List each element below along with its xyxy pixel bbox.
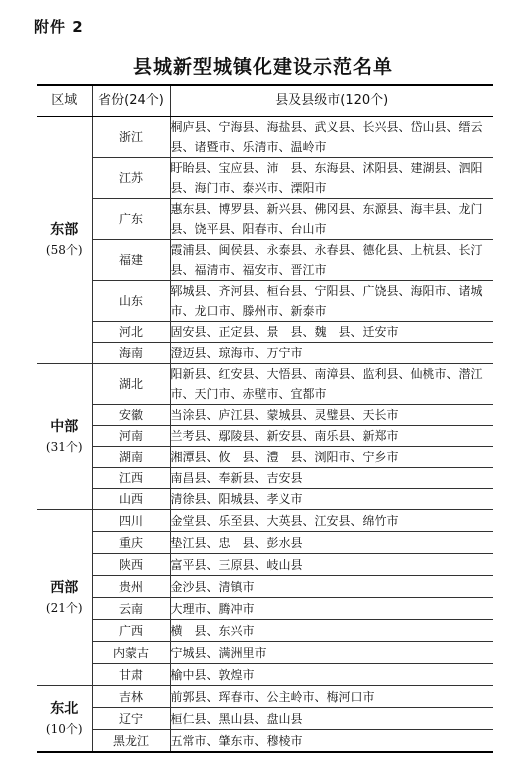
table-row [37, 447, 493, 468]
province-cell: 黑龙江 [92, 730, 170, 753]
counties-cell: 桐庐县、宁海县、海盐县、武义县、长兴县、岱山县、缙云县、诸暨市、乐清市、温岭市 [170, 117, 493, 158]
province-cell: 河南 [92, 426, 170, 447]
header-counties: 县及县级市(120个) [170, 85, 493, 117]
province-cell: 贵州 [92, 576, 170, 598]
counties-cell: 固安县、正定县、景 县、魏 县、迁安市 [170, 322, 493, 343]
counties-cell: 富平县、三原县、岐山县 [170, 554, 493, 576]
counties-cell: 南昌县、奉新县、吉安县 [170, 468, 493, 489]
region-count: (58个) [45, 243, 83, 257]
table-header-row [37, 85, 493, 117]
province-cell: 广东 [92, 199, 170, 240]
table-row [37, 708, 493, 730]
province-cell: 甘肃 [92, 664, 170, 686]
counties-cell: 当涂县、庐江县、蒙城县、灵璧县、天长市 [170, 405, 493, 426]
counties-cell: 郓城县、齐河县、桓台县、宁阳县、广饶县、海阳市、诸城市、龙口市、滕州市、新泰市 [170, 281, 493, 322]
province-cell: 湖南 [92, 447, 170, 468]
region-count: (10个) [45, 721, 83, 736]
province-cell: 福建 [92, 240, 170, 281]
counties-cell: 霞浦县、闽侯县、永泰县、永春县、德化县、上杭县、长汀县、福清市、福安市、晋江市 [170, 240, 493, 281]
region-cell-east [37, 117, 92, 364]
counties-cell: 金沙县、清镇市 [170, 576, 493, 598]
table-row [37, 730, 493, 753]
province-cell: 陕西 [92, 554, 170, 576]
counties-cell: 阳新县、红安县、大悟县、南漳县、监利县、仙桃市、潜江市、天门市、赤壁市、宜都市 [170, 364, 493, 405]
counties-cell: 金堂县、乐至县、大英县、江安县、绵竹市 [170, 510, 493, 532]
table-row [37, 322, 493, 343]
table-row [37, 240, 493, 281]
table-row [37, 343, 493, 364]
counties-cell: 大理市、腾冲市 [170, 598, 493, 620]
region-name: 东部 [50, 222, 79, 238]
counties-cell: 桓仁县、黑山县、盘山县 [170, 708, 493, 730]
province-cell: 海南 [92, 343, 170, 364]
table-row [37, 576, 493, 598]
counties-cell: 垫江县、忠 县、彭水县 [170, 532, 493, 554]
table-row [37, 158, 493, 199]
table-row [37, 199, 493, 240]
table-row [37, 489, 493, 510]
province-cell: 浙江 [92, 117, 170, 158]
region-count: (31个) [45, 439, 83, 454]
counties-cell: 前郭县、珲春市、公主岭市、梅河口市 [170, 686, 493, 708]
counties-cell: 湘潭县、攸 县、澧 县、浏阳市、宁乡市 [170, 447, 493, 468]
table-row [37, 598, 493, 620]
counties-cell: 兰考县、鄢陵县、新安县、南乐县、新郑市 [170, 426, 493, 447]
header-region: 区域 [37, 85, 92, 117]
region-name: 中部 [50, 418, 79, 435]
province-cell: 广西 [92, 620, 170, 642]
province-cell: 内蒙古 [92, 642, 170, 664]
region-name: 东北 [50, 700, 79, 717]
province-cell: 安徽 [92, 405, 170, 426]
counties-cell: 澄迈县、琼海市、万宁市 [170, 343, 493, 364]
table-row [37, 554, 493, 576]
counties-cell: 榆中县、敦煌市 [170, 664, 493, 686]
counties-cell: 惠东县、博罗县、新兴县、佛冈县、东源县、海丰县、龙门县、饶平县、阳春市、台山市 [170, 199, 493, 240]
counties-cell: 五常市、肇东市、穆棱市 [170, 730, 493, 753]
province-cell: 四川 [92, 510, 170, 532]
table-row [37, 468, 493, 489]
table-row [37, 664, 493, 686]
header-province: 省份(24个) [92, 85, 170, 117]
table-row [37, 532, 493, 554]
annex-label: 附件 2 [34, 18, 84, 36]
province-cell: 云南 [92, 598, 170, 620]
province-cell: 河北 [92, 322, 170, 343]
table-row [37, 426, 493, 447]
counties-cell: 清徐县、阳城县、孝义市 [170, 489, 493, 510]
province-cell: 湖北 [92, 364, 170, 405]
province-cell: 江西 [92, 468, 170, 489]
table-row [37, 510, 493, 532]
province-cell: 重庆 [92, 532, 170, 554]
region-count: (21个) [45, 600, 83, 615]
region-cell-west [37, 510, 92, 686]
table-row [37, 620, 493, 642]
province-cell: 吉林 [92, 686, 170, 708]
demonstration-list-table [37, 84, 493, 753]
province-cell: 山西 [92, 489, 170, 510]
counties-cell: 盱眙县、宝应县、沛 县、东海县、沭阳县、建湖县、泗阳县、海门市、泰兴市、溧阳市 [170, 158, 493, 199]
table-row [37, 117, 493, 158]
region-cell-central [37, 364, 92, 510]
table-row [37, 364, 493, 405]
province-cell: 江苏 [92, 158, 170, 199]
province-cell: 山东 [92, 281, 170, 322]
table-row [37, 686, 493, 708]
region-cell-northeast [37, 686, 92, 753]
region-name: 西部 [50, 579, 79, 596]
province-cell: 辽宁 [92, 708, 170, 730]
table-row [37, 405, 493, 426]
table-row [37, 642, 493, 664]
table-row [37, 281, 493, 322]
page-title: 县城新型城镇化建设示范名单 [132, 56, 393, 78]
counties-cell: 宁城县、满洲里市 [170, 642, 493, 664]
counties-cell: 横 县、东兴市 [170, 620, 493, 642]
